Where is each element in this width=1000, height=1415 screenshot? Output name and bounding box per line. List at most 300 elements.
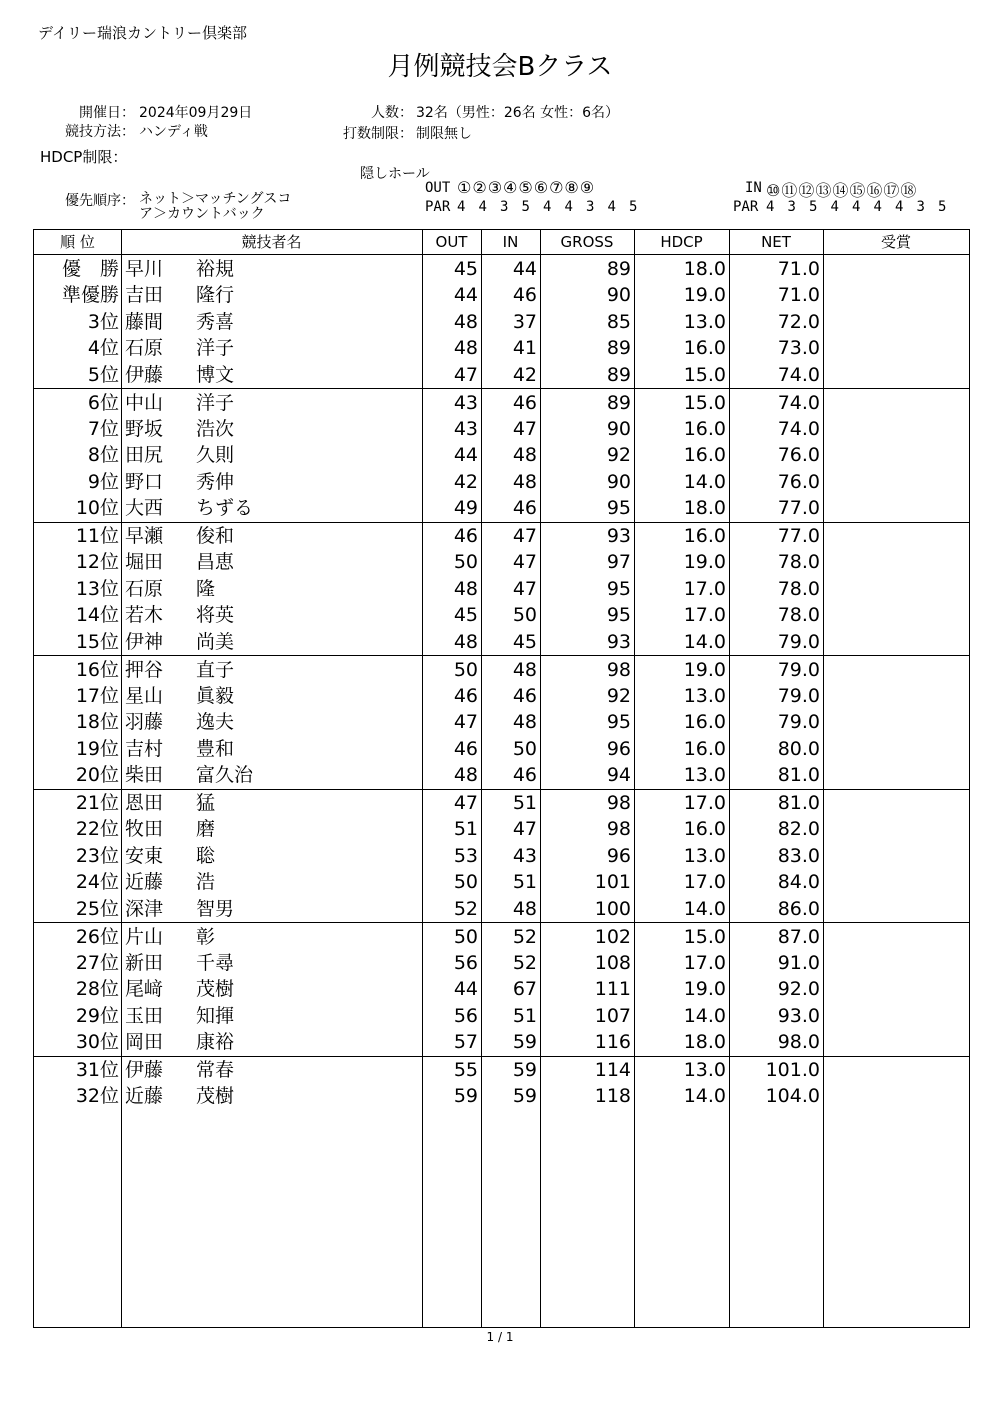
out-cell: 48	[453, 577, 478, 600]
last-name-cell: 岡田	[125, 1031, 164, 1054]
first-name-cell: 彰	[196, 925, 216, 948]
hdcp-cell: 14.0	[683, 897, 726, 920]
first-name-cell: 久則	[196, 444, 235, 467]
out-cell: 50	[453, 871, 478, 894]
out-cell: 52	[453, 897, 478, 920]
hdcp-limit-label: HDCP制限：	[40, 148, 128, 166]
gross-cell: 95	[606, 604, 631, 627]
rank-cell: 3位	[87, 310, 119, 333]
out-cell: 48	[453, 337, 478, 360]
in-cell: 48	[512, 711, 537, 734]
gross-cell: 90	[606, 417, 631, 440]
out-cell: 42	[453, 470, 478, 493]
hdcp-cell: 18.0	[683, 258, 726, 280]
out-cell: 50	[453, 658, 478, 681]
out-cell: 48	[453, 310, 478, 333]
in-cell: 50	[512, 604, 537, 627]
in-cell: 37	[512, 310, 537, 333]
first-name-cell: 千尋	[196, 951, 235, 974]
last-name-cell: 若木	[125, 604, 164, 627]
gross-cell: 89	[606, 391, 631, 414]
out-cell: 48	[453, 764, 478, 787]
limit-label: 打数制限：	[343, 126, 413, 142]
header-out: OUT	[435, 233, 468, 251]
header-in: IN	[502, 233, 519, 251]
out-cell: 46	[453, 737, 478, 760]
date-label: 開催日：	[79, 105, 135, 121]
gross-cell: 102	[594, 925, 631, 948]
out-cell: 51	[453, 818, 478, 841]
gross-cell: 89	[606, 258, 631, 280]
out-cell: 43	[453, 391, 478, 414]
net-cell: 78.0	[777, 604, 820, 627]
in-cell: 46	[512, 764, 537, 787]
gross-cell: 108	[594, 951, 631, 974]
club-name: デイリー瑞浪カントリー倶楽部	[38, 24, 247, 42]
rank-cell: 32位	[75, 1085, 119, 1108]
rank-cell: 12位	[75, 551, 119, 574]
hdcp-cell: 15.0	[683, 363, 726, 386]
gross-cell: 93	[606, 630, 631, 653]
first-name-cell: 秀伸	[196, 470, 235, 493]
method-label: 競技方法：	[65, 124, 135, 140]
hdcp-cell: 15.0	[683, 925, 726, 948]
last-name-cell: 安東	[125, 844, 164, 867]
out-cell: 47	[453, 792, 478, 814]
first-name-cell: 秀喜	[196, 310, 235, 333]
hdcp-cell: 13.0	[683, 764, 726, 787]
first-name-cell: 裕規	[196, 258, 235, 280]
out-holes-numbers: ①②③④⑤⑥⑦⑧⑨	[457, 178, 596, 197]
gross-cell: 89	[606, 363, 631, 386]
rank-cell: 6位	[87, 391, 119, 414]
net-cell: 77.0	[777, 497, 820, 520]
last-name-cell: 近藤	[125, 1085, 164, 1108]
last-name-cell: 羽藤	[125, 711, 164, 734]
net-cell: 79.0	[777, 658, 820, 681]
par-value: 4	[895, 199, 904, 215]
in-holes-label: IN	[745, 180, 762, 196]
in-cell: 47	[512, 577, 537, 600]
out-cell: 56	[453, 951, 478, 974]
par-value: 3	[500, 199, 509, 215]
net-cell: 79.0	[777, 711, 820, 734]
first-name-cell: 洋子	[196, 391, 235, 414]
first-name-cell: 隆	[196, 577, 216, 600]
page-number: 1 / 1	[486, 1330, 514, 1344]
first-name-cell: 磨	[196, 818, 216, 841]
in-cell: 44	[512, 258, 537, 280]
header-name: 競技者名	[241, 233, 302, 251]
hdcp-cell: 14.0	[683, 1085, 726, 1108]
first-name-cell: 将英	[196, 604, 235, 627]
last-name-cell: 野坂	[125, 417, 164, 440]
rank-cell: 29位	[75, 1004, 119, 1027]
in-par-label: PAR	[733, 199, 759, 215]
hdcp-cell: 19.0	[683, 284, 726, 307]
hdcp-cell: 16.0	[683, 737, 726, 760]
gross-cell: 101	[594, 871, 631, 894]
gross-cell: 96	[606, 737, 631, 760]
gross-cell: 98	[606, 658, 631, 681]
last-name-cell: 牧田	[125, 818, 164, 841]
out-cell: 46	[453, 525, 478, 547]
gross-cell: 111	[594, 978, 631, 1001]
par-value: 3	[787, 199, 796, 215]
in-cell: 46	[512, 497, 537, 520]
net-cell: 74.0	[777, 417, 820, 440]
last-name-cell: 石原	[125, 337, 164, 360]
last-name-cell: 野口	[125, 470, 164, 493]
hdcp-cell: 17.0	[683, 871, 726, 894]
hdcp-cell: 13.0	[683, 844, 726, 867]
last-name-cell: 伊藤	[125, 1059, 164, 1081]
first-name-cell: 知揮	[196, 1004, 235, 1027]
first-name-cell: 茂樹	[196, 1085, 235, 1108]
out-cell: 44	[453, 284, 478, 307]
net-cell: 74.0	[777, 391, 820, 414]
last-name-cell: 深津	[125, 897, 164, 920]
out-cell: 43	[453, 417, 478, 440]
rank-cell: 22位	[75, 818, 119, 841]
gross-cell: 92	[606, 684, 631, 707]
header-award: 受賞	[880, 233, 911, 251]
out-cell: 47	[453, 711, 478, 734]
out-cell: 59	[453, 1085, 478, 1108]
out-cell: 50	[453, 551, 478, 574]
in-cell: 46	[512, 391, 537, 414]
par-value: 5	[938, 199, 947, 215]
first-name-cell: 聡	[196, 844, 216, 867]
rank-cell: 15位	[75, 630, 119, 653]
in-cell: 48	[512, 658, 537, 681]
first-name-cell: 豊和	[196, 737, 235, 760]
last-name-cell: 尾﨑	[125, 978, 164, 1001]
rank-cell: 11位	[75, 525, 119, 547]
hdcp-cell: 14.0	[683, 470, 726, 493]
in-cell: 52	[512, 951, 537, 974]
out-cell: 47	[453, 363, 478, 386]
out-cell: 44	[453, 978, 478, 1001]
hdcp-cell: 14.0	[683, 1004, 726, 1027]
rank-cell: 30位	[75, 1031, 119, 1054]
first-name-cell: 浩次	[196, 417, 235, 440]
first-name-cell: 浩	[196, 871, 216, 894]
hdcp-cell: 19.0	[683, 658, 726, 681]
last-name-cell: 早瀬	[125, 525, 164, 547]
net-cell: 81.0	[777, 764, 820, 787]
par-value: 4	[564, 199, 573, 215]
par-value: 4	[852, 199, 861, 215]
last-name-cell: 田尻	[125, 444, 164, 467]
net-cell: 98.0	[777, 1031, 820, 1054]
rank-cell: 4位	[87, 337, 119, 360]
par-value: 4	[873, 199, 882, 215]
net-cell: 72.0	[777, 310, 820, 333]
par-value: 4	[766, 199, 775, 215]
hdcp-cell: 16.0	[683, 444, 726, 467]
out-cell: 45	[453, 604, 478, 627]
gross-cell: 95	[606, 711, 631, 734]
rank-cell: 7位	[87, 417, 119, 440]
method-value: ハンディ戦	[139, 124, 208, 140]
last-name-cell: 片山	[125, 925, 164, 948]
gross-cell: 116	[594, 1031, 631, 1054]
out-par-values	[457, 199, 651, 215]
net-cell: 91.0	[777, 951, 820, 974]
first-name-cell: 茂樹	[196, 978, 235, 1001]
last-name-cell: 石原	[125, 577, 164, 600]
hdcp-cell: 15.0	[683, 391, 726, 414]
in-cell: 43	[512, 844, 537, 867]
last-name-cell: 押谷	[125, 658, 164, 681]
hdcp-cell: 13.0	[683, 1059, 726, 1081]
first-name-cell: 智男	[196, 897, 235, 920]
hdcp-cell: 16.0	[683, 417, 726, 440]
net-cell: 86.0	[777, 897, 820, 920]
gross-cell: 85	[606, 310, 631, 333]
net-cell: 79.0	[777, 684, 820, 707]
hdcp-cell: 14.0	[683, 630, 726, 653]
out-cell: 46	[453, 684, 478, 707]
last-name-cell: 早川	[125, 258, 164, 280]
in-par-values	[766, 199, 960, 215]
first-name-cell: 隆行	[196, 284, 235, 307]
net-cell: 71.0	[777, 258, 820, 280]
in-cell: 51	[512, 1004, 537, 1027]
out-cell: 57	[453, 1031, 478, 1054]
last-name-cell: 吉田	[125, 284, 164, 307]
rank-cell: 19位	[75, 737, 119, 760]
rank-cell: 23位	[75, 844, 119, 867]
net-cell: 104.0	[765, 1085, 820, 1108]
results-table	[33, 229, 970, 1328]
net-cell: 80.0	[777, 737, 820, 760]
header-rank: 順 位	[60, 233, 95, 251]
par-value: 3	[916, 199, 925, 215]
in-cell: 45	[512, 630, 537, 653]
hdcp-cell: 17.0	[683, 951, 726, 974]
rank-cell: 27位	[75, 951, 119, 974]
rank-cell: 16位	[75, 658, 119, 681]
last-name-cell: 近藤	[125, 871, 164, 894]
gross-cell: 92	[606, 444, 631, 467]
rank-cell: 優 勝	[61, 258, 119, 280]
in-cell: 51	[512, 871, 537, 894]
first-name-cell: 洋子	[196, 337, 235, 360]
hdcp-cell: 19.0	[683, 978, 726, 1001]
gross-cell: 114	[594, 1059, 631, 1081]
rank-cell: 28位	[75, 978, 119, 1001]
rank-cell: 20位	[75, 764, 119, 787]
net-cell: 73.0	[777, 337, 820, 360]
par-value: 5	[629, 199, 638, 215]
last-name-cell: 柴田	[125, 764, 164, 787]
net-cell: 81.0	[777, 792, 820, 814]
net-cell: 77.0	[777, 525, 820, 547]
par-value: 4	[607, 199, 616, 215]
net-cell: 82.0	[777, 818, 820, 841]
gross-cell: 97	[606, 551, 631, 574]
hdcp-cell: 18.0	[683, 497, 726, 520]
in-cell: 59	[512, 1059, 537, 1081]
last-name-cell: 玉田	[125, 1004, 164, 1027]
hdcp-cell: 13.0	[683, 684, 726, 707]
hdcp-cell: 17.0	[683, 792, 726, 814]
net-cell: 92.0	[777, 978, 820, 1001]
rank-cell: 準優勝	[61, 284, 119, 307]
hdcp-cell: 19.0	[683, 551, 726, 574]
last-name-cell: 堀田	[125, 551, 164, 574]
out-cell: 55	[453, 1059, 478, 1081]
out-cell: 48	[453, 630, 478, 653]
out-holes-label: OUT	[425, 180, 451, 196]
out-cell: 53	[453, 844, 478, 867]
rank-cell: 26位	[75, 925, 119, 948]
rank-cell: 10位	[75, 497, 119, 520]
in-cell: 47	[512, 551, 537, 574]
rank-cell: 9位	[87, 470, 119, 493]
rank-cell: 25位	[75, 897, 119, 920]
first-name-cell: ちずる	[196, 497, 254, 520]
gross-cell: 95	[606, 497, 631, 520]
in-cell: 42	[512, 363, 537, 386]
par-value: 4	[478, 199, 487, 215]
priority-line1: ネット＞マッチングスコ	[139, 191, 292, 207]
last-name-cell: 藤間	[125, 310, 164, 333]
in-cell: 47	[512, 525, 537, 547]
count-value: 32名（男性：26名 女性：6名）	[416, 105, 619, 121]
net-cell: 78.0	[777, 551, 820, 574]
net-cell: 84.0	[777, 871, 820, 894]
out-cell: 56	[453, 1004, 478, 1027]
net-cell: 93.0	[777, 1004, 820, 1027]
first-name-cell: 俊和	[196, 525, 235, 547]
par-value: 4	[457, 199, 466, 215]
gross-cell: 96	[606, 844, 631, 867]
in-cell: 67	[512, 978, 537, 1001]
net-cell: 78.0	[777, 577, 820, 600]
last-name-cell: 大西	[125, 497, 164, 520]
net-cell: 87.0	[777, 925, 820, 948]
gross-cell: 93	[606, 525, 631, 547]
gross-cell: 98	[606, 818, 631, 841]
in-cell: 46	[512, 284, 537, 307]
first-name-cell: 直子	[196, 658, 235, 681]
last-name-cell: 星山	[125, 684, 164, 707]
in-cell: 41	[512, 337, 537, 360]
in-cell: 52	[512, 925, 537, 948]
in-cell: 48	[512, 444, 537, 467]
last-name-cell: 伊神	[125, 630, 164, 653]
header-hdcp: HDCP	[660, 233, 703, 251]
rank-cell: 5位	[87, 363, 119, 386]
hdcp-cell: 18.0	[683, 1031, 726, 1054]
in-cell: 46	[512, 684, 537, 707]
rank-cell: 13位	[75, 577, 119, 600]
limit-value: 制限無し	[416, 126, 472, 142]
in-cell: 50	[512, 737, 537, 760]
in-cell: 59	[512, 1085, 537, 1108]
hdcp-cell: 13.0	[683, 310, 726, 333]
priority-line2: ア＞カウントバック	[139, 206, 265, 222]
gross-cell: 94	[606, 764, 631, 787]
par-value: 5	[521, 199, 530, 215]
rank-cell: 18位	[75, 711, 119, 734]
in-cell: 51	[512, 792, 537, 814]
first-name-cell: 眞毅	[196, 684, 235, 707]
par-value: 5	[809, 199, 818, 215]
header-gross: GROSS	[560, 233, 614, 251]
first-name-cell: 康裕	[196, 1031, 235, 1054]
in-cell: 47	[512, 417, 537, 440]
hdcp-cell: 17.0	[683, 604, 726, 627]
net-cell: 101.0	[765, 1059, 820, 1081]
gross-cell: 98	[606, 792, 631, 814]
first-name-cell: 猛	[196, 792, 216, 814]
out-par-label: PAR	[425, 199, 451, 215]
hidden-holes-label: 隠しホール	[360, 166, 430, 182]
priority-label: 優先順序：	[65, 193, 135, 209]
hdcp-cell: 16.0	[683, 337, 726, 360]
in-cell: 59	[512, 1031, 537, 1054]
net-cell: 83.0	[777, 844, 820, 867]
out-cell: 49	[453, 497, 478, 520]
rank-cell: 14位	[75, 604, 119, 627]
hdcp-cell: 16.0	[683, 525, 726, 547]
date-value: 2024年09月29日	[139, 105, 253, 121]
net-cell: 76.0	[777, 470, 820, 493]
in-cell: 48	[512, 897, 537, 920]
gross-cell: 100	[594, 897, 631, 920]
rank-cell: 24位	[75, 871, 119, 894]
hdcp-cell: 16.0	[683, 711, 726, 734]
first-name-cell: 富久治	[196, 764, 254, 787]
hdcp-cell: 17.0	[683, 577, 726, 600]
last-name-cell: 伊藤	[125, 363, 164, 386]
last-name-cell: 恩田	[125, 792, 164, 814]
header-net: NET	[761, 233, 791, 251]
net-cell: 71.0	[777, 284, 820, 307]
page-title: 月例競技会Bクラス	[387, 52, 613, 82]
par-value: 4	[830, 199, 839, 215]
rank-cell: 17位	[75, 684, 119, 707]
last-name-cell: 新田	[125, 951, 164, 974]
gross-cell: 107	[594, 1004, 631, 1027]
last-name-cell: 中山	[125, 391, 164, 414]
gross-cell: 90	[606, 470, 631, 493]
net-cell: 76.0	[777, 444, 820, 467]
hdcp-cell: 16.0	[683, 818, 726, 841]
out-cell: 45	[453, 258, 478, 280]
out-cell: 44	[453, 444, 478, 467]
first-name-cell: 逸夫	[196, 711, 235, 734]
out-cell: 50	[453, 925, 478, 948]
rank-cell: 31位	[75, 1059, 119, 1081]
rank-cell: 8位	[87, 444, 119, 467]
in-cell: 48	[512, 470, 537, 493]
in-cell: 47	[512, 818, 537, 841]
gross-cell: 95	[606, 577, 631, 600]
par-value: 3	[586, 199, 595, 215]
gross-cell: 89	[606, 337, 631, 360]
first-name-cell: 昌恵	[196, 551, 235, 574]
in-holes-numbers: ⑩⑪⑫⑬⑭⑮⑯⑰⑱	[766, 181, 918, 200]
first-name-cell: 常春	[196, 1059, 235, 1081]
par-value: 4	[543, 199, 552, 215]
net-cell: 79.0	[777, 630, 820, 653]
last-name-cell: 吉村	[125, 737, 164, 760]
